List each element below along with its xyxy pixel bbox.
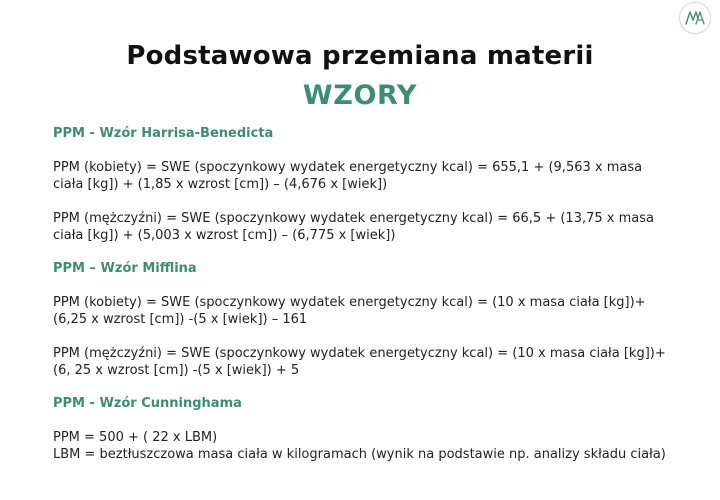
formula-mifflin-women: PPM (kobiety) = SWE (spoczynkowy wydatek energetyczny kcal) = (10 x masa ciała [kg])+(6,25 x wzrost [cm]) -(5 x [wiek]) – 161 (53, 295, 646, 327)
formula-mifflin-men: PPM (mężczyźni) = SWE (spoczynkowy wydatek energetyczny kcal) = (10 x masa ciała [kg])+(6, 25 x wzrost [cm]) -(5 x [wiek]) + 5 (53, 346, 666, 378)
section-title-harris-benedict: PPM - Wzór Harrisa-Benedicta (53, 126, 274, 141)
page-subtitle: WZORY (302, 80, 418, 111)
formula-harris-women: PPM (kobiety) = SWE (spoczynkowy wydatek energetyczny kcal) = 655,1 + (9,563 x masa ciała [kg]) + (1,85 x wzrost [cm]) – (4,676 x [wiek]) (53, 160, 643, 192)
section-mifflin (53, 261, 673, 379)
section-cunningham (53, 396, 673, 463)
section-title-mifflin: PPM – Wzór Mifflina (53, 261, 197, 276)
section-harris-benedict (53, 126, 673, 244)
definition-lbm: LBM = beztłuszczowa masa ciała w kilogramach (wynik na podstawie np. analizy składu ciała) (53, 447, 666, 462)
section-title-cunningham: PPM - Wzór Cunninghama (53, 396, 242, 411)
ma-logo-icon (684, 9, 706, 27)
formulas-content (53, 126, 673, 463)
formula-cunningham: PPM = 500 + ( 22 x LBM) (53, 430, 218, 445)
page-title: Podstawowa przemiana materii (126, 41, 594, 71)
brand-logo (679, 2, 711, 34)
formula-harris-men: PPM (mężczyźni) = SWE (spoczynkowy wydatek energetyczny kcal) = 66,5 + (13,75 x masa ciała [kg]) + (5,003 x wzrost [cm]) – (6,775 x [wiek]) (53, 211, 654, 243)
